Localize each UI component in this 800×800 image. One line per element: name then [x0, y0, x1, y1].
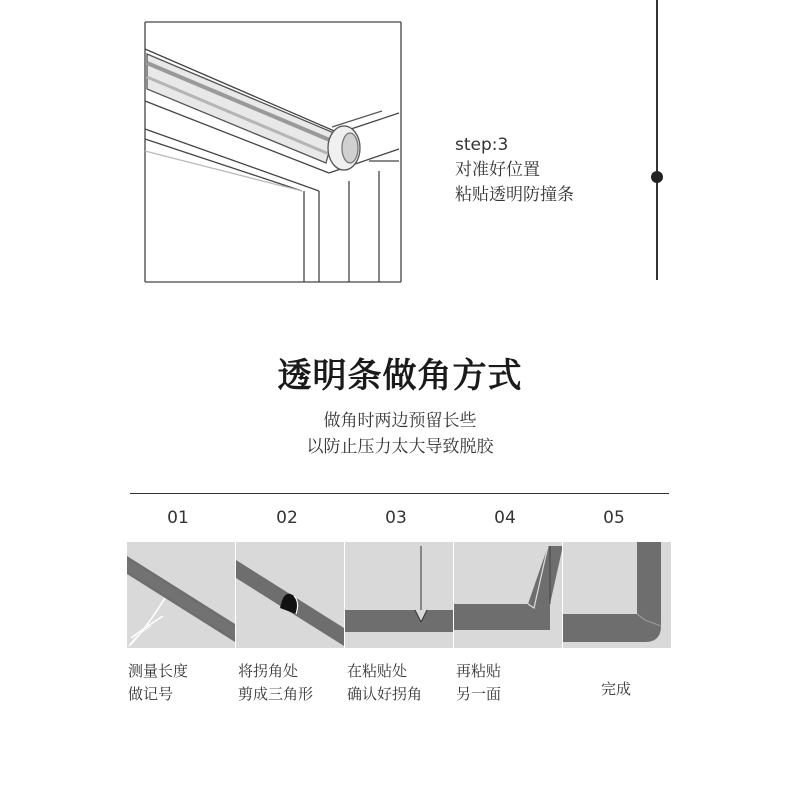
step-label: step:3 [455, 135, 509, 155]
step-line: 对准好位置 [455, 160, 540, 180]
caption-line: 再粘贴 [456, 662, 502, 680]
subtitle-line: 做角时两边预留长些 [323, 411, 477, 431]
step-caption-02 [238, 660, 313, 706]
divider [130, 493, 669, 494]
step-caption-01 [128, 660, 188, 706]
caption-line: 在粘贴处 [347, 662, 408, 680]
caption-line: 完成 [601, 680, 632, 698]
step-panel-05 [563, 542, 671, 648]
section-title: 透明条做角方式 [277, 356, 523, 396]
step-number: 04 [494, 508, 516, 528]
furniture-corner-illustration [144, 21, 402, 283]
step-number: 03 [385, 508, 407, 528]
step-caption-03 [347, 660, 422, 706]
scissors-icon [129, 598, 165, 646]
step-number: 01 [167, 508, 189, 528]
section-subtitle [0, 408, 800, 460]
step-caption-05 [601, 678, 631, 701]
step-number: 02 [276, 508, 298, 528]
step-panel-01 [127, 542, 235, 648]
step-caption-04 [456, 660, 501, 706]
timeline-line [656, 0, 658, 280]
step-panel-02 [236, 542, 344, 648]
caption-line: 剪成三角形 [238, 685, 314, 703]
step-description [455, 133, 645, 208]
timeline-dot [651, 171, 663, 183]
caption-line: 另一面 [456, 685, 502, 703]
caption-line: 确认好拐角 [347, 685, 423, 703]
step-number: 05 [603, 508, 625, 528]
step-line: 粘贴透明防撞条 [455, 185, 574, 205]
step-panel-04 [454, 542, 562, 648]
caption-line: 测量长度 [128, 662, 189, 680]
caption-line: 做记号 [128, 685, 174, 703]
subtitle-line: 以防止压力太大导致脱胶 [306, 437, 494, 457]
caption-line: 将拐角处 [238, 662, 299, 680]
step-panel-03 [345, 542, 453, 648]
